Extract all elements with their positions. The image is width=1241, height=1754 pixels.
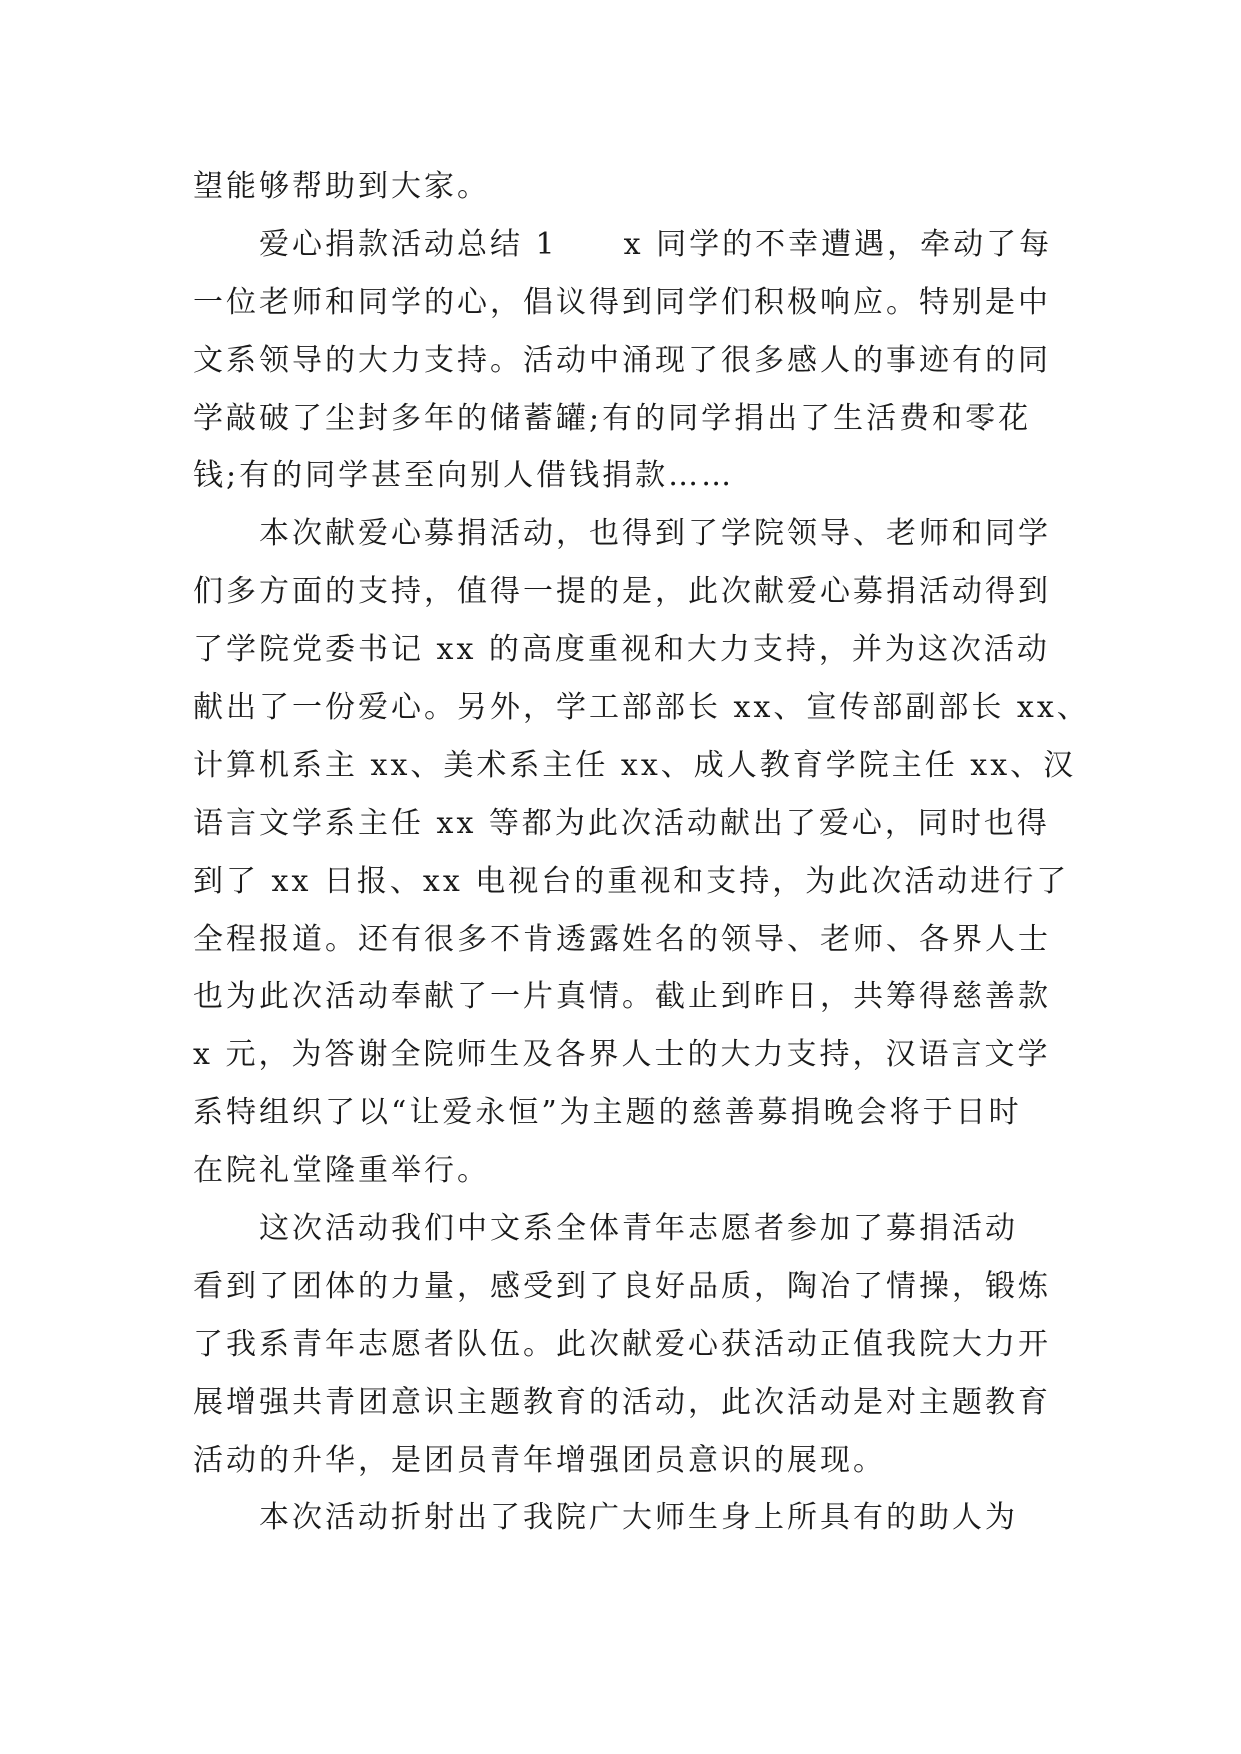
text-line: 也为此次活动奉献了一片真情。截止到昨日，共筹得慈善款 xyxy=(193,979,1051,1015)
text-line: 献出了一份爱心。另外，学工部部长 xx、宣传部副部长 xx、 xyxy=(193,690,1090,726)
text-line: 到了 xx 日报、xx 电视台的重视和支持，为此次活动进行了 xyxy=(193,863,1070,899)
section-heading: 爱心捐款活动总结 1 xyxy=(259,226,558,262)
text-line: 这次活动我们中文系全体青年志愿者参加了募捐活动 xyxy=(259,1211,1018,1247)
text-line: 全程报道。还有很多不肯透露姓名的领导、老师、各界人士 xyxy=(193,921,1051,957)
text-line: 学敲破了尘封多年的储蓄罐;有的同学捐出了生活费和零花 xyxy=(193,400,1032,436)
document-body xyxy=(193,158,1090,1547)
text-line: 展增强共青团意识主题教育的活动，此次活动是对主题教育 xyxy=(193,1384,1051,1420)
text-line: 望能够帮助到大家。 xyxy=(193,169,490,204)
text-line: 计算机系主 xx、美术系主任 xx、成人教育学院主任 xx、汉 xyxy=(193,747,1077,783)
text-line-heading xyxy=(193,216,1053,274)
text-line: 一位老师和同学的心，倡议得到同学们积极响应。特别是中 xyxy=(193,284,1051,320)
text-line: 在院礼堂隆重举行。 xyxy=(193,1153,490,1189)
text-line: 了我系青年志愿者队伍。此次献爱心获活动正值我院大力开 xyxy=(193,1326,1051,1362)
text-line: 了学院党委书记 xx 的高度重视和大力支持，并为这次活动 xyxy=(193,632,1050,668)
text-line: 本次献爱心募捐活动，也得到了学院领导、老师和同学 xyxy=(259,516,1051,552)
text-line: 本次活动折射出了我院广大师生身上所具有的助人为 xyxy=(259,1500,1018,1536)
text-line: 文系领导的大力支持。活动中涌现了很多感人的事迹有的同 xyxy=(193,342,1051,378)
text-line-continuation: x 同学的不幸遭遇，牵动了每 xyxy=(623,226,1053,262)
text-line: 看到了团体的力量，感受到了良好品质，陶冶了情操，锻炼 xyxy=(193,1268,1051,1304)
text-line: 活动的升华，是团员青年增强团员意识的展现。 xyxy=(193,1442,886,1478)
text-line: x 元，为答谢全院师生及各界人士的大力支持，汉语言文学 xyxy=(193,1037,1051,1073)
text-line: 语言文学系主任 xx 等都为此次活动献出了爱心，同时也得 xyxy=(193,805,1050,841)
text-line: 钱;有的同学甚至向别人借钱捐款…… xyxy=(193,458,735,494)
text-line: 们多方面的支持，值得一提的是，此次献爱心募捐活动得到 xyxy=(193,574,1051,610)
text-line: 系特组织了以“让爱永恒”为主题的慈善募捐晚会将于日时 xyxy=(193,1095,1022,1131)
